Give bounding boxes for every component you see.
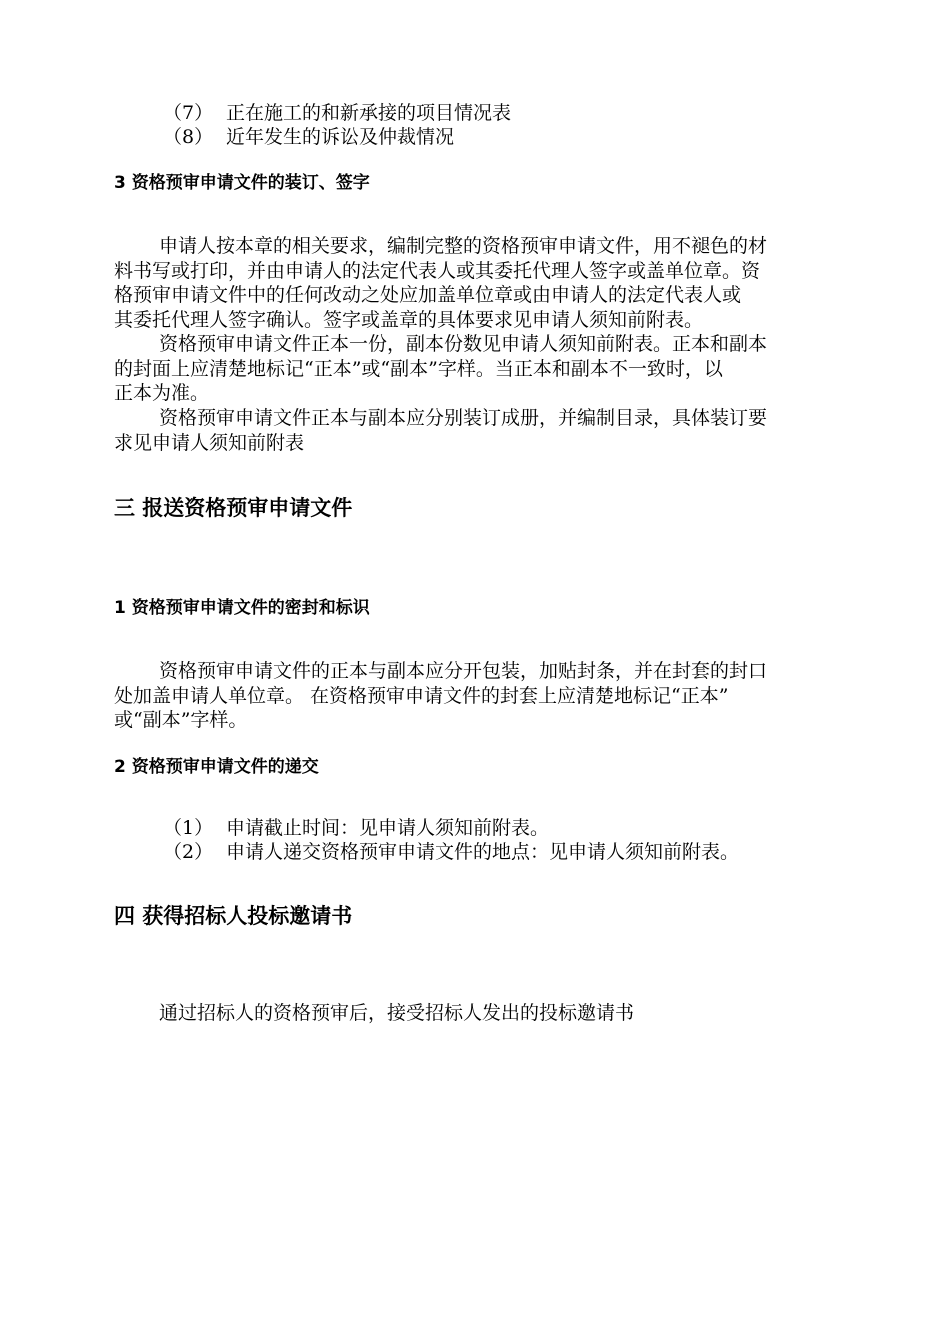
paragraph-line: 其委托代理人签字确认。签字或盖章的具体要求见申请人须知前附表。	[114, 308, 704, 331]
paragraph-line: 的封面上应清楚地标记“正本”或“副本”字样。当正本和副本不一致时，以	[114, 357, 723, 380]
section-heading: 1 资格预审申请文件的密封和标识	[114, 598, 370, 618]
paragraph-line: 资格预审申请文件的正本与副本应分开包装，加贴封条，并在封套的封口	[159, 660, 768, 682]
paragraph	[114, 406, 860, 455]
paragraph-line: 或“副本”字样。	[114, 709, 248, 731]
paragraph-line: 格预审申请文件中的任何改动之处应加盖单位章或由申请人的法定代表人或	[114, 284, 742, 306]
list-item-text: 正在施工的和新承接的项目情况表	[226, 102, 512, 124]
list-item-number: （7）	[163, 102, 214, 124]
chapter-heading: 三 报送资格预审申请文件	[114, 496, 353, 520]
section-heading: 2 资格预审申请文件的递交	[114, 757, 319, 777]
paragraph-line: 资格预审申请文件正本与副本应分别装订成册，并编制目录，具体装订要	[159, 407, 768, 429]
paragraph: 通过招标人的资格预审后，接受招标人发出的投标邀请书	[159, 1002, 635, 1024]
paragraph-line: 料书写或打印，并由申请人的法定代表人或其委托代理人签字或盖单位章。资	[114, 259, 761, 282]
list-item-number: （2）	[163, 841, 214, 863]
list-item-text: 申请人递交资格预审申请文件的地点：见申请人须知前附表。	[226, 841, 740, 863]
paragraph-line: 处加盖申请人单位章。 在资格预审申请文件的封套上应清楚地标记“正本”	[114, 684, 729, 707]
list-item-number: （1）	[163, 817, 214, 839]
paragraph	[114, 234, 860, 332]
paragraph-line: 资格预审申请文件正本一份，副本份数见申请人须知前附表。正本和副本	[159, 333, 768, 355]
section-heading: 3 资格预审申请文件的装订、签字	[114, 173, 370, 193]
paragraph-line: 申请人按本章的相关要求，编制完整的资格预审申请文件，用不褪色的材	[159, 235, 768, 257]
paragraph-line: 正本为准。	[114, 382, 210, 404]
paragraph	[114, 659, 860, 733]
list-item-text: 近年发生的诉讼及仲裁情况	[226, 126, 455, 148]
chapter-heading: 四 获得招标人投标邀请书	[114, 904, 353, 928]
list-item-text: 申请截止时间：见申请人须知前附表。	[226, 817, 550, 839]
paragraph	[114, 332, 860, 406]
paragraph-line: 求见申请人须知前附表	[114, 431, 305, 454]
list-item-number: （8）	[163, 126, 214, 148]
